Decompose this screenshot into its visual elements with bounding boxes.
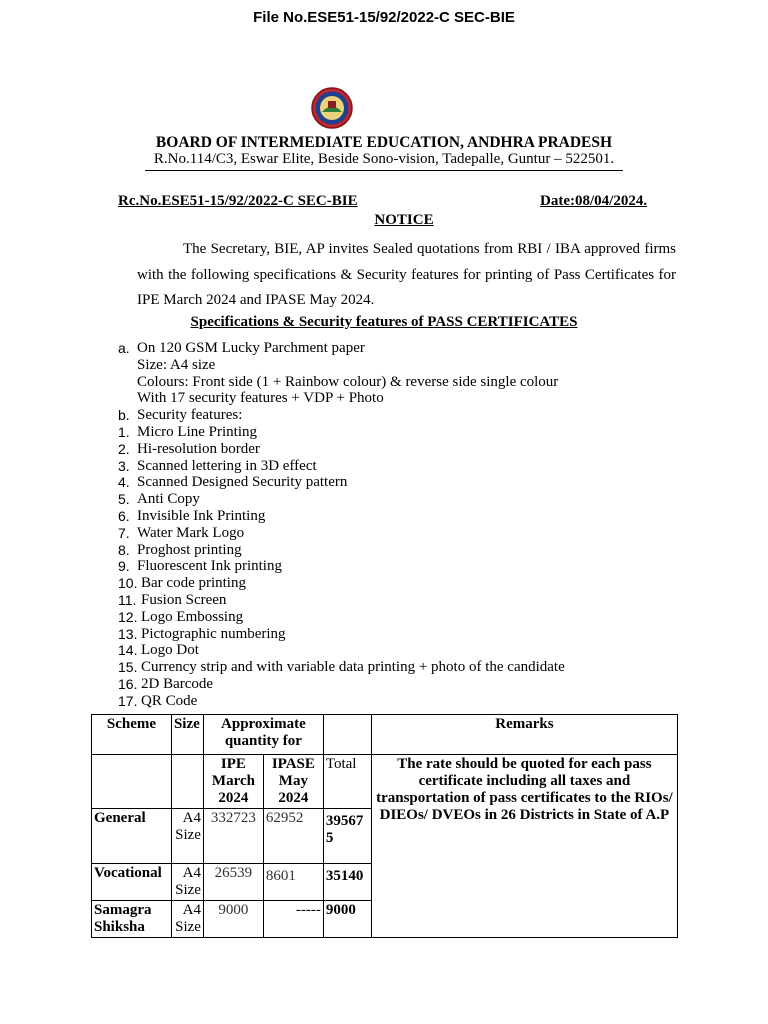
list-marker: b.: [118, 407, 130, 424]
list-marker: a.: [118, 340, 130, 356]
empty-cell: [171, 755, 203, 809]
feature-number: 1.: [118, 423, 130, 440]
feature-number: 16.: [118, 675, 138, 692]
feature-text: Water Mark Logo: [137, 524, 245, 541]
list-text: Colours: Front side (1 + Rainbow colour) & reverse side single colour: [137, 373, 559, 390]
list-item: [118, 374, 565, 391]
table-subheader-row: [92, 755, 678, 809]
feature-text: Micro Line Printing: [137, 423, 257, 440]
intro-text: The Secretary, BIE, AP invites Sealed quotations from RBI / IBA approved firms with the following specifications & Security features for printing of Pass Certificates for IPE March 2024 and IPASE May 2024.: [137, 241, 676, 308]
feature-text: Currency strip and with variable data printing + photo of the candidate: [141, 659, 565, 676]
feature-item: [118, 693, 565, 710]
specifications-list: [118, 340, 565, 710]
feature-text: Hi-resolution border: [137, 440, 260, 457]
list-item: [118, 340, 565, 357]
file-number: File No.ESE51-15/92/2022-C SEC-BIE: [253, 9, 515, 26]
feature-item: [118, 558, 565, 575]
feature-text: 2D Barcode: [141, 675, 214, 692]
feature-text: Pictographic numbering: [141, 625, 286, 642]
size-header: Size: [171, 715, 203, 755]
organization-name: BOARD OF INTERMEDIATE EDUCATION, ANDHRA PRADESH: [155, 134, 613, 151]
feature-item: [118, 525, 565, 542]
feature-item: [118, 626, 565, 643]
size-cell: A4 Size: [171, 809, 203, 864]
feature-text: Fusion Screen: [141, 591, 227, 608]
list-item: [118, 390, 565, 407]
intro-paragraph: [137, 237, 676, 314]
ipe-cell: 9000: [203, 901, 263, 938]
feature-number: 4.: [118, 474, 130, 491]
ipe-cell: 332723: [203, 809, 263, 864]
feature-item: [118, 592, 565, 609]
total-cell: 9000: [323, 901, 371, 938]
feature-number: 15.: [118, 659, 138, 676]
scheme-cell: Samagra Shiksha: [92, 901, 172, 938]
feature-text: Scanned Designed Security pattern: [137, 474, 348, 491]
feature-item: [118, 424, 565, 441]
feature-number: 8.: [118, 541, 130, 558]
scheme-cell: Vocational: [92, 864, 172, 901]
specifications-heading: Specifications & Security features of PASS CERTIFICATES: [190, 314, 578, 330]
ipase-cell: 62952: [263, 809, 323, 864]
feature-item: [118, 659, 565, 676]
list-text: With 17 security features + VDP + Photo: [137, 390, 384, 407]
approx-quantity-header: Approximate quantity for: [203, 715, 323, 755]
feature-number: 12.: [118, 608, 138, 625]
feature-item: [118, 491, 565, 508]
ipe-cell: 26539: [203, 864, 263, 901]
total-header: Total: [323, 755, 371, 809]
feature-item: [118, 474, 565, 491]
feature-item: [118, 642, 565, 659]
notice-title: NOTICE: [374, 212, 434, 228]
feature-number: 13.: [118, 625, 138, 642]
feature-text: Logo Embossing: [141, 608, 244, 625]
size-cell: A4 Size: [171, 864, 203, 901]
feature-number: 3.: [118, 457, 130, 474]
empty-cell: [92, 755, 172, 809]
feature-number: 7.: [118, 524, 130, 541]
feature-text: Bar code printing: [141, 575, 246, 592]
ipase-cell: 8601: [263, 864, 323, 901]
feature-item: [118, 458, 565, 475]
remarks-text: The rate should be quoted for each pass certificate including all taxes and transportation of pass certificates to the RIOs/ DIEOs/ DVEOs in 26 Districts in State of A.P: [371, 755, 677, 938]
total-cell: 395675: [323, 809, 371, 864]
feature-text: Scanned lettering in 3D effect: [137, 457, 317, 474]
list-text: On 120 GSM Lucky Parchment paper: [137, 340, 365, 356]
notice-date: Date:08/04/2024.: [540, 193, 648, 209]
reference-number: Rc.No.ESE51-15/92/2022-C SEC-BIE: [118, 193, 358, 209]
feature-number: 5.: [118, 491, 130, 508]
feature-text: QR Code: [141, 692, 198, 709]
ipe-march-header: IPE March 2024: [203, 755, 263, 809]
scheme-header: Scheme: [92, 715, 172, 755]
feature-number: 17.: [118, 692, 138, 709]
feature-number: 14.: [118, 642, 138, 659]
feature-text: Invisible Ink Printing: [137, 507, 266, 524]
feature-number: 9.: [118, 558, 130, 575]
empty-header-cell: [323, 715, 371, 755]
list-text: Size: A4 size: [137, 356, 216, 373]
scheme-cell: General: [92, 809, 172, 864]
feature-item: [118, 508, 565, 525]
feature-text: Logo Dot: [141, 642, 199, 659]
feature-text: Fluorescent Ink printing: [137, 558, 282, 575]
feature-item: [118, 676, 565, 693]
feature-item: [118, 441, 565, 458]
list-text: Security features:: [137, 407, 243, 424]
list-item: [118, 407, 565, 424]
table-header-row: [92, 715, 678, 755]
feature-item: [118, 575, 565, 592]
feature-number: 6.: [118, 507, 130, 524]
organization-address: R.No.114/C3, Eswar Elite, Beside Sono-vision, Tadepalle, Guntur – 522501.: [145, 151, 623, 171]
quantity-table: [91, 714, 678, 938]
remarks-header: Remarks: [371, 715, 677, 755]
size-cell: A4 Size: [171, 901, 203, 938]
feature-number: 10.: [118, 575, 138, 592]
feature-item: [118, 609, 565, 626]
ipase-may-header: IPASE May 2024: [263, 755, 323, 809]
ipase-cell: -----: [263, 901, 323, 938]
total-cell: 35140: [323, 864, 371, 901]
feature-text: Proghost printing: [137, 541, 242, 558]
board-emblem-logo: [311, 87, 353, 129]
feature-text: Anti Copy: [137, 491, 200, 508]
list-item: [118, 357, 565, 374]
feature-item: [118, 542, 565, 559]
feature-number: 11.: [118, 591, 137, 608]
feature-number: 2.: [118, 440, 130, 457]
